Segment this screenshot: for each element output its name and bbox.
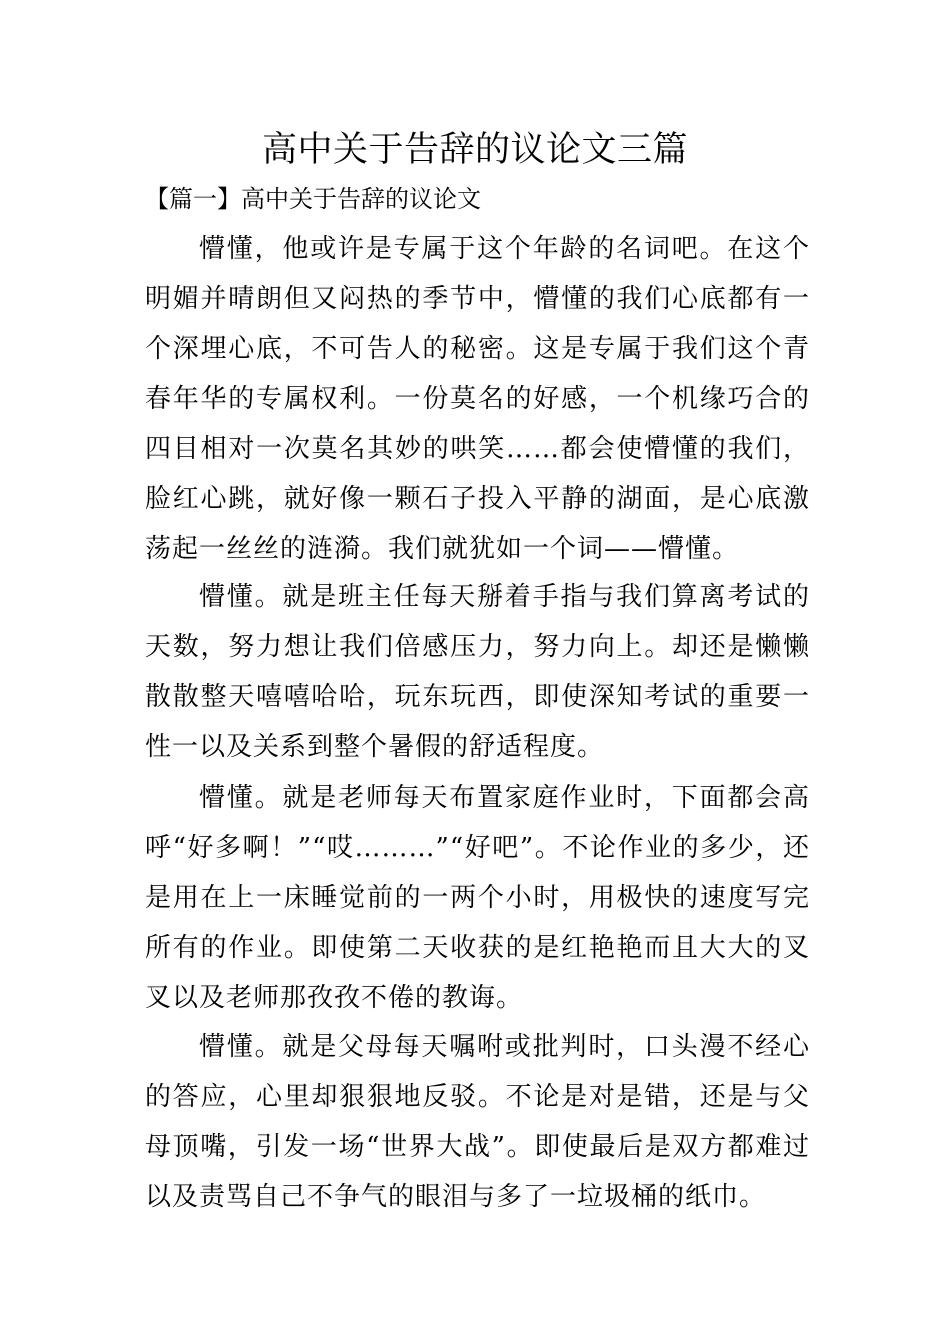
section-heading: 【篇一】高中关于告辞的议论文 — [145, 185, 481, 213]
paragraph-1: 懵懂，他或许是专属于这个年龄的名词吧。在这个明媚并晴朗但又闷热的季节中，懵懂的我们心底都有一个深埋心底，不可告人的秘密。这是专属于我们这个青春年华的专属权利。一份莫名的好感，一个机缘巧合的四目相对一次莫名其妙的哄笑……都会使懵懂的我们，脸红心跳，就好像一颗石子投入平静的湖面，是心底激荡起一丝丝的涟漪。我们就犹如一个词——懵懂。 — [145, 234, 810, 564]
document-title: 高中关于告辞的议论文三篇 — [261, 130, 688, 170]
paragraph-2: 懵懂。就是班主任每天掰着手指与我们算离考试的天数，努力想让我们倍感压力，努力向上。却还是懒懒散散整天嘻嘻哈哈，玩东玩西，即使深知考试的重要一性一以及关系到整个暑假的舒适程度。 — [145, 582, 810, 762]
paragraph-4: 懵懂。就是父母每天嘱咐或批判时，口头漫不经心的答应，心里却狠狠地反驳。不论是对是错，还是与父母顶嘴，引发一场“世界大战”。即使最后是双方都难过以及责骂自己不争气的眼泪与多了一垃圾桶的纸巾。 — [145, 1032, 810, 1212]
paragraph-3: 懵懂。就是老师每天布置家庭作业时，下面都会高呼“好多啊！”“哎………”“好吧”。不论作业的多少，还是用在上一床睡觉前的一两个小时，用极快的速度写完所有的作业。即使第二天收获的是红艳艳而且大大的叉叉以及老师那孜孜不倦的教诲。 — [145, 783, 810, 1013]
